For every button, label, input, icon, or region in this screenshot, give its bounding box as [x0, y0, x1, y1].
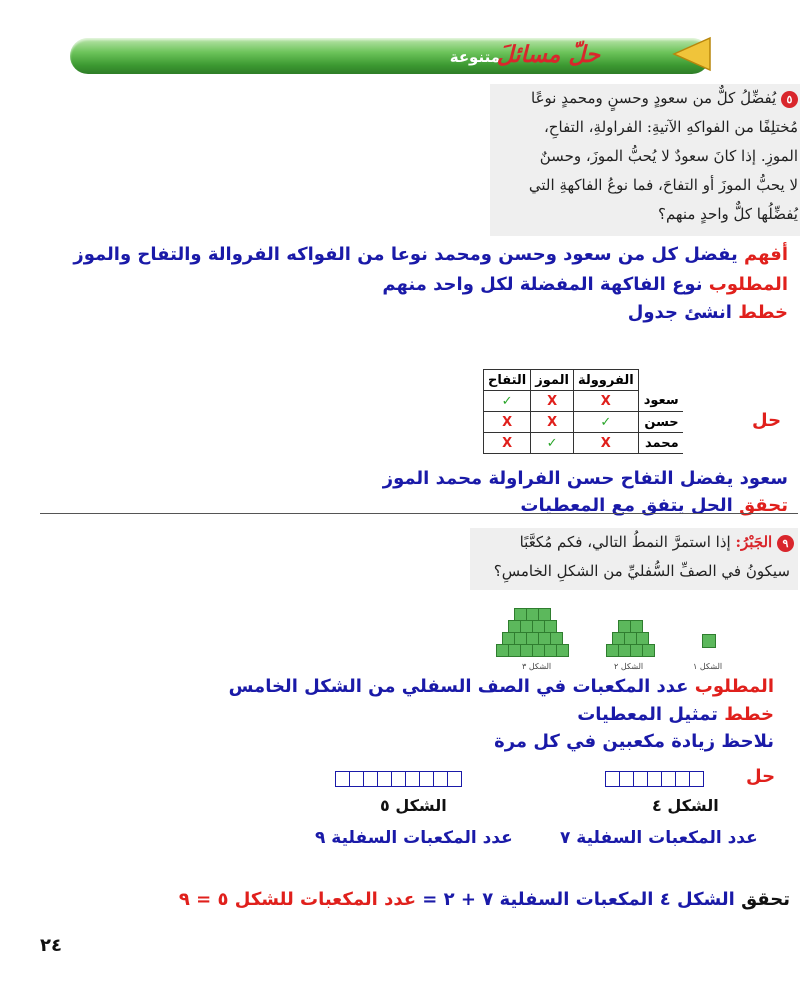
plan-line-9: خطط تمثيل المعطيات: [577, 704, 774, 725]
problem-line: ٩ الجَبْرُ: إذا استمرَّ النمطُ التالي، فكم مُكعَّبًا: [470, 528, 798, 557]
row-header: حسن: [638, 412, 683, 433]
figure-caption: الشكل ٢: [614, 662, 644, 671]
table-row: [484, 412, 683, 433]
figure-5-label: الشكل ٥: [380, 796, 447, 815]
solve-label: حل: [752, 410, 782, 431]
check-mark: ✓: [573, 412, 638, 433]
answer-line: سعود يفضل التفاح حسن الفراولة محمد الموز: [382, 468, 788, 489]
table-row: [484, 433, 683, 454]
x-mark: X: [573, 391, 638, 412]
figure-4-squares: [606, 771, 704, 787]
cube: [642, 644, 655, 657]
banner-subtitle: متنوعة: [449, 48, 500, 66]
divider: [40, 513, 798, 514]
problem-line: ٥ يُفضِّلُ كلٌّ من سعودٍ وحسنٍ ومحمدٍ نوعًا: [490, 84, 798, 113]
square: [335, 771, 350, 787]
cube: [556, 644, 569, 657]
square: [689, 771, 704, 787]
square: [363, 771, 378, 787]
check-mark: ✓: [531, 433, 574, 454]
cube: [702, 634, 716, 648]
square: [605, 771, 620, 787]
figure-caption: الشكل ٣: [522, 662, 552, 671]
square: [675, 771, 690, 787]
x-mark: X: [484, 433, 531, 454]
banner-title: حلّ مسائلَ: [496, 42, 600, 68]
square: [447, 771, 462, 787]
x-mark: X: [531, 412, 574, 433]
square: [391, 771, 406, 787]
x-mark: X: [531, 391, 574, 412]
note-line: نلاحظ زيادة مكعبين في كل مرة: [494, 731, 774, 752]
square: [661, 771, 676, 787]
x-mark: X: [484, 412, 531, 433]
section-banner: [70, 38, 710, 74]
column-header: الفروولة: [573, 370, 638, 391]
table-header-row: [484, 370, 683, 391]
solve-label-9: حل: [746, 766, 776, 787]
required-line-9: المطلوب عدد المكعبات في الصف السفلي من الشكل الخامس: [228, 676, 774, 697]
problem-line: الموزِ. إذا كانَ سعودٌ لا يُحبُّ الموزَ، وحسنٌ: [539, 147, 798, 165]
problem-line: سيكونُ في الصفِّ السُّفليِّ من الشكلِ الخامسِ؟: [493, 562, 790, 580]
figure-5-squares: [336, 771, 462, 787]
square: [419, 771, 434, 787]
figure-4-count: عدد المكعبات السفلية ٧: [560, 828, 758, 848]
fruit-preference-table: [483, 369, 683, 454]
problem-5-text: [490, 84, 800, 236]
figure-5-count: عدد المكعبات السفلية ٩: [315, 828, 513, 848]
table-row: [484, 391, 683, 412]
algebra-label: الجَبْرُ:: [735, 533, 773, 551]
verify-line-9: تحقق الشكل ٤ المكعبات السفلية ٧ + ٢ = عدد المكعبات للشكل ٥ = ٩: [178, 889, 790, 910]
square: [619, 771, 634, 787]
required-line: المطلوب نوع الفاكهة المفضلة لكل واحد منهم: [382, 274, 788, 295]
figure-caption: الشكل ١: [693, 662, 723, 671]
square: [647, 771, 662, 787]
problem-line: يُفضِّلُها كلٌّ واحدٍ منهم؟: [657, 205, 798, 223]
square: [349, 771, 364, 787]
check-mark: ✓: [484, 391, 531, 412]
problem-line: لا يحبُّ الموزَ أو التفاحَ، فما نوعُ الفاكهةِ التي: [528, 176, 798, 194]
figure-4-label: الشكل ٤: [652, 796, 719, 815]
square: [377, 771, 392, 787]
column-header: التفاح: [484, 370, 531, 391]
x-mark: X: [573, 433, 638, 454]
problem-9-text: [470, 528, 798, 590]
square: [405, 771, 420, 787]
row-header: محمد: [638, 433, 683, 454]
understand-line: أفهم يفضل كل من سعود وحسن ومحمد نوعا من الفواكه الفروالة والتفاح والموز: [73, 244, 788, 265]
plan-line: خطط انشئ جدول: [627, 302, 788, 323]
problem-number-badge: ٩: [777, 535, 794, 552]
row-header: سعود: [638, 391, 683, 412]
page-number: ٢٤: [40, 935, 62, 956]
verify-line: تحقق الحل يتفق مع المعطيات: [520, 495, 788, 516]
problem-number-badge: ٥: [781, 91, 798, 108]
column-header: الموز: [531, 370, 574, 391]
square: [633, 771, 648, 787]
cube-pattern-figures: [490, 600, 730, 675]
problem-line: مُختلِفًا من الفواكهِ الآتيةِ: الفراولةِ، التفاحِ،: [543, 118, 798, 136]
arrow-icon: [672, 34, 712, 74]
square: [433, 771, 448, 787]
